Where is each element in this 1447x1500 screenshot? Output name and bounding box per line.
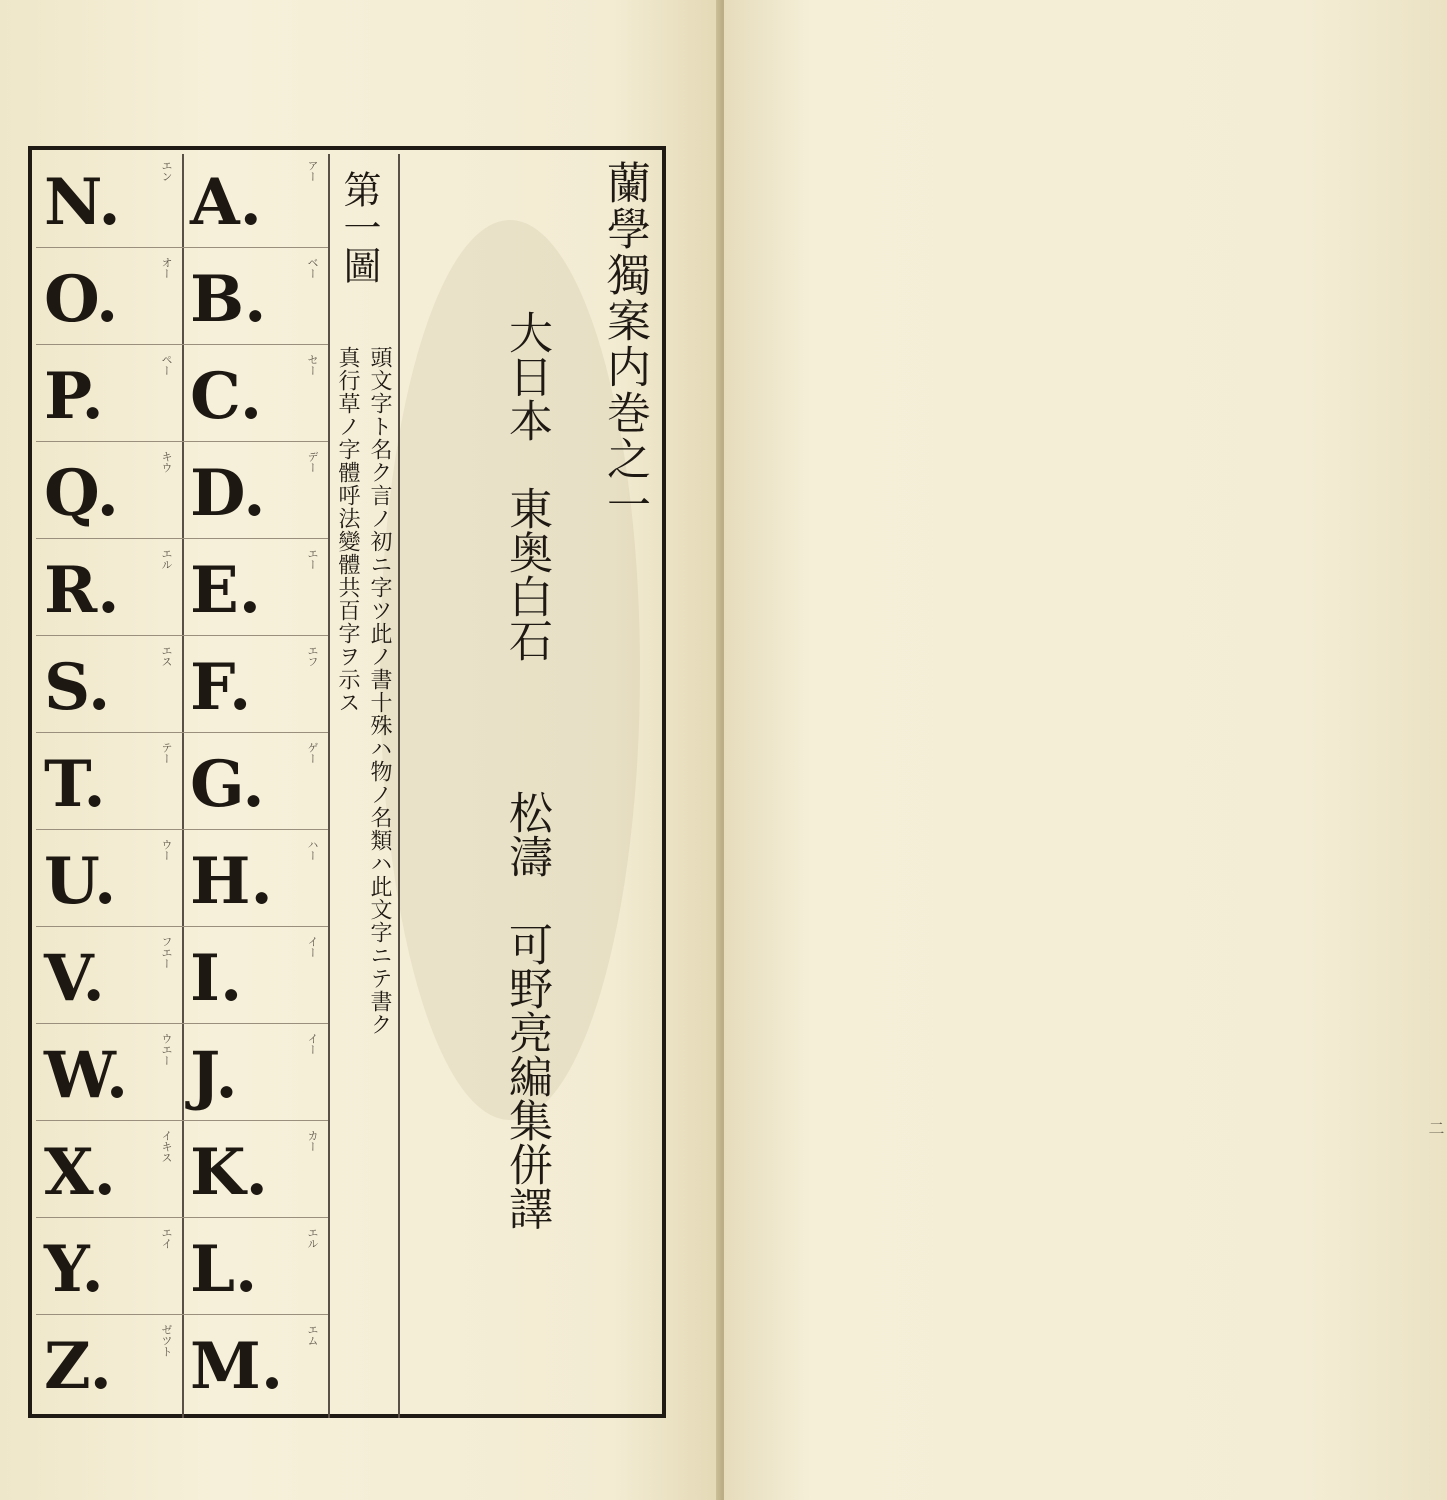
alphabet-cell — [36, 1027, 182, 1121]
alphabet-letter: N. — [44, 165, 121, 240]
letter-reading: ベー — [306, 257, 319, 279]
alphabet-letter: I. — [190, 941, 243, 1016]
alphabet-cell — [182, 1124, 328, 1218]
letter-reading: フエー — [160, 936, 173, 969]
page-number: 二 — [1426, 1120, 1445, 1136]
alphabet-letter: H. — [190, 844, 273, 919]
alphabet-cell — [182, 445, 328, 539]
alphabet-cell — [36, 736, 182, 830]
alphabet-cell — [182, 542, 328, 636]
alphabet-cell — [182, 1318, 328, 1412]
figure-heading: 第一圖 — [337, 170, 381, 284]
letter-reading: エル — [160, 548, 173, 570]
left-page-frame — [28, 146, 666, 1418]
alphabet-letter: V. — [44, 941, 105, 1016]
alphabet-letter: O. — [44, 262, 119, 337]
alphabet-letter: S. — [44, 650, 111, 725]
alphabet-cell — [36, 154, 182, 248]
letter-reading: イキス — [160, 1130, 173, 1163]
alphabet-cell — [182, 1221, 328, 1315]
alphabet-letter: J. — [190, 1038, 238, 1113]
alphabet-cell — [36, 445, 182, 539]
alphabet-cell — [182, 639, 328, 733]
figure-note-line: 真行草ノ字體呼法變體共百字ヲ示ス — [335, 346, 360, 714]
letter-reading: ゼツト — [160, 1324, 173, 1357]
book-title: 蘭學獨案内巻之一 — [599, 160, 650, 528]
column-divider — [398, 154, 400, 1418]
alphabet-cell — [36, 1318, 182, 1412]
alphabet-letter: M. — [190, 1329, 284, 1404]
alphabet-letter: Z. — [44, 1329, 112, 1404]
letter-reading: ペー — [160, 354, 173, 376]
publisher-line: 大日本 東奥白石 — [501, 310, 552, 662]
alphabet-column-n-z — [36, 154, 184, 1418]
figure-note-line: 頭文字ト名ク言ノ初ニ字ツ此ノ書十殊ハ物ノ名類ハ此文字ニテ書ク — [367, 346, 392, 1036]
alphabet-cell — [182, 930, 328, 1024]
alphabet-cell — [36, 639, 182, 733]
alphabet-cell — [36, 251, 182, 345]
alphabet-letter: C. — [190, 359, 263, 434]
alphabet-cell — [182, 1027, 328, 1121]
alphabet-cell — [36, 348, 182, 442]
alphabet-letter: B. — [190, 262, 267, 337]
alphabet-letter: F. — [190, 650, 252, 725]
alphabet-letter: K. — [190, 1135, 268, 1210]
alphabet-cell — [182, 833, 328, 927]
letter-reading: セー — [306, 354, 319, 376]
letter-reading: ゲー — [306, 742, 319, 764]
letter-reading: キウ — [160, 451, 173, 473]
letter-reading: エイ — [160, 1227, 173, 1249]
letter-reading: テー — [160, 742, 173, 764]
letter-reading: カー — [306, 1130, 319, 1152]
alphabet-letter: T. — [44, 747, 106, 822]
letter-reading: エー — [306, 548, 319, 570]
alphabet-letter: Y. — [44, 1232, 104, 1307]
alphabet-letter: U. — [44, 844, 117, 919]
author-line: 松濤 可野亮編集併譯 — [501, 790, 552, 1230]
letter-reading: ハー — [306, 839, 319, 861]
alphabet-letter: X. — [44, 1135, 116, 1210]
alphabet-letter: G. — [190, 747, 265, 822]
letter-reading: デー — [306, 451, 319, 473]
letter-reading: エム — [306, 1324, 319, 1346]
letter-reading: アー — [306, 160, 319, 182]
alphabet-letter: A. — [190, 165, 262, 240]
letter-reading: イー — [306, 1033, 319, 1055]
alphabet-letter: R. — [44, 553, 120, 628]
alphabet-letter: D. — [190, 456, 266, 531]
letter-reading: エス — [160, 645, 173, 667]
alphabet-cell — [182, 251, 328, 345]
alphabet-table — [36, 154, 328, 1418]
alphabet-letter: P. — [44, 359, 104, 434]
letter-reading: エル — [306, 1227, 319, 1249]
alphabet-letter: W. — [44, 1038, 129, 1113]
alphabet-letter: Q. — [44, 456, 119, 531]
alphabet-cell — [36, 1124, 182, 1218]
right-page — [724, 0, 1447, 1500]
alphabet-cell — [36, 930, 182, 1024]
letter-reading: ウー — [160, 839, 173, 861]
alphabet-cell — [36, 542, 182, 636]
alphabet-column-a-m — [182, 154, 330, 1418]
left-page — [0, 0, 722, 1500]
alphabet-letter: E. — [190, 553, 262, 628]
letter-reading: エン — [160, 160, 173, 182]
letter-reading: オー — [160, 257, 173, 279]
alphabet-cell — [182, 154, 328, 248]
alphabet-cell — [182, 348, 328, 442]
letter-reading: イー — [306, 936, 319, 958]
alphabet-cell — [182, 736, 328, 830]
alphabet-cell — [36, 833, 182, 927]
alphabet-letter: L. — [190, 1232, 258, 1307]
alphabet-cell — [36, 1221, 182, 1315]
letter-reading: ウエー — [160, 1033, 173, 1066]
letter-reading: エフ — [306, 645, 319, 667]
